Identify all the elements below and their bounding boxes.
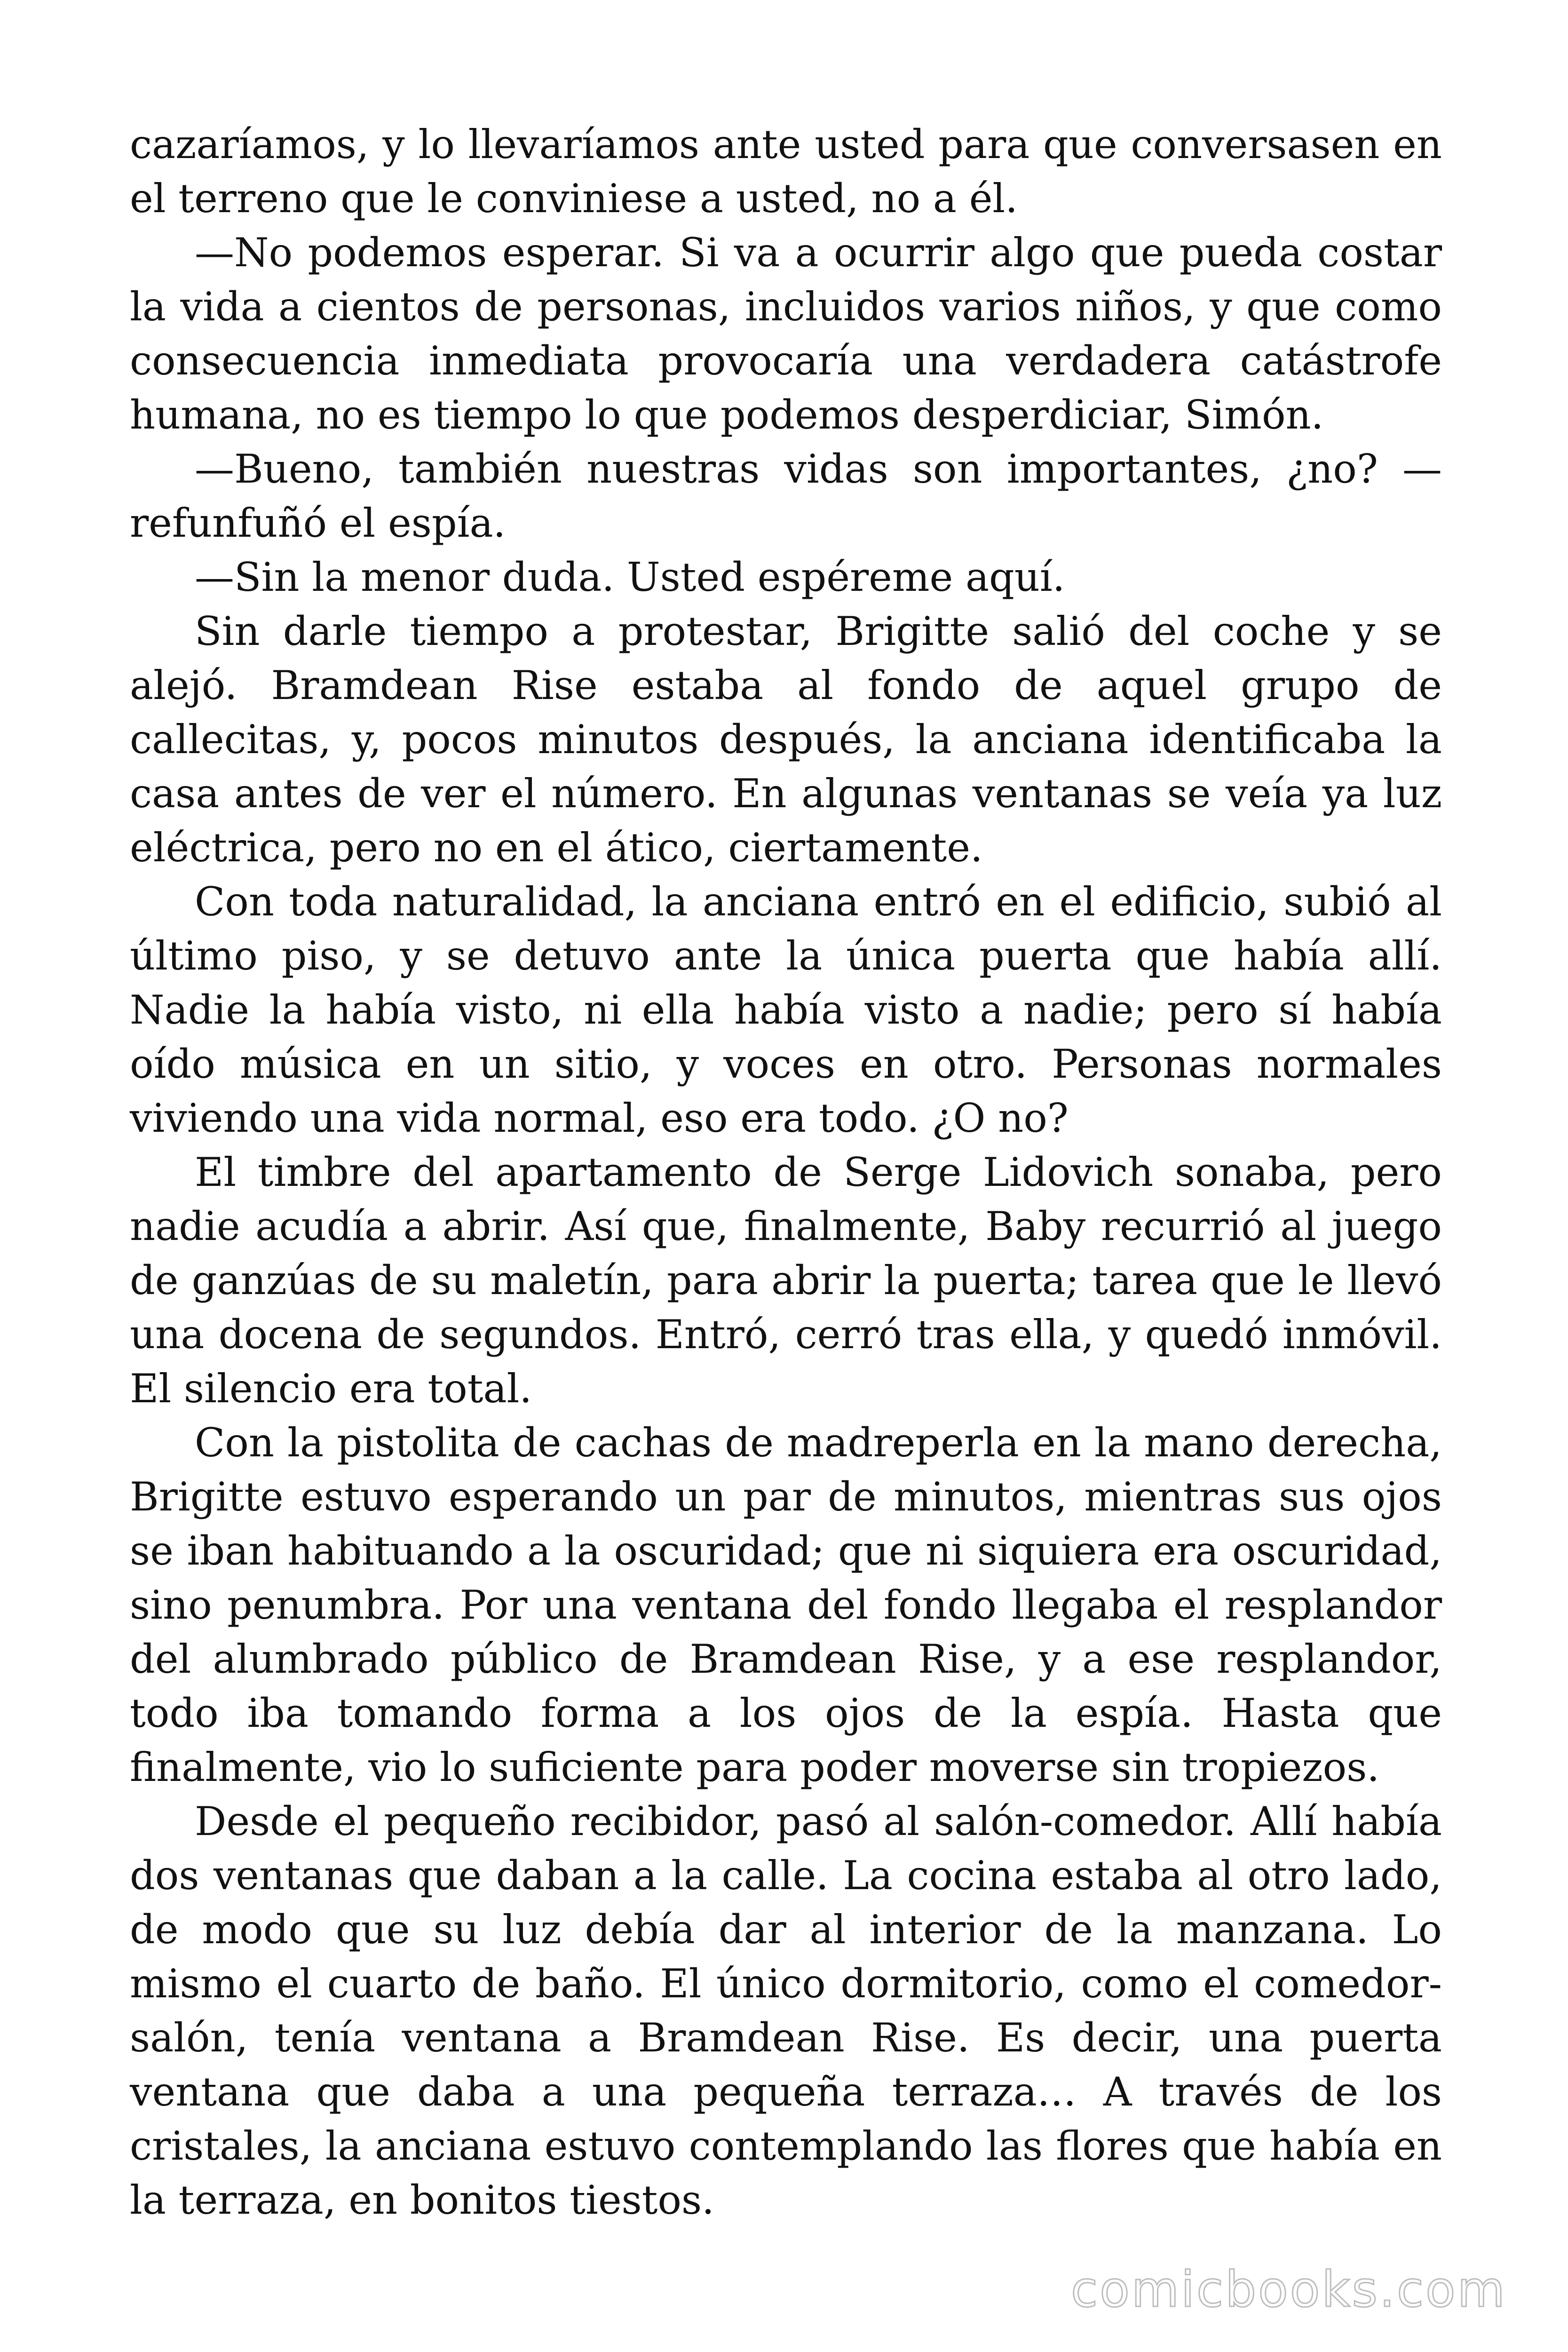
- paragraph: El timbre del apartamento de Serge Lidovich sonaba, pero nadie acudía a abrir. Así que, finalmente, Baby recurrió al juego de ganzúas de su maletín, para abrir la puerta; tarea que le llevó una docena de segundos. Entró, cerró tras ella, y quedó inmóvil. El silencio era total.: [130, 1149, 1442, 1412]
- paragraph: —No podemos esperar. Si va a ocurrir algo que pueda costar la vida a cientos de personas, incluidos varios niños, y que como consecuencia inmediata provocaría una verdadera catástrofe humana, no es tiempo lo que podemos desperdiciar, Simón.: [130, 230, 1442, 438]
- paragraph: Con la pistolita de cachas de madreperla en la mano derecha, Brigitte estuvo esperando un par de minutos, mientras sus ojos se iban habituando a la oscuridad; que ni siquiera era oscuridad, sino penumbra. Por una ventana del fondo llegaba el resplandor del alumbrado público de Bramdean Rise, y a ese resplandor, todo iba tomando forma a los ojos de la espía. Hasta que finalmente, vio lo suficiente para poder moverse sin tropiezos.: [130, 1420, 1442, 1790]
- watermark: comicbooks.com: [1070, 2261, 1507, 2318]
- page-body: [130, 118, 1442, 2227]
- paragraph: cazaríamos, y lo llevaríamos ante usted para que conversasen en el terreno que le conviniese a usted, no a él.: [130, 121, 1442, 222]
- paragraph: Sin darle tiempo a protestar, Brigitte salió del coche y se alejó. Bramdean Rise estaba al fondo de aquel grupo de callecitas, y, pocos minutos después, la anciana identificaba la casa antes de ver el número. En algunas ventanas se veía ya luz eléctrica, pero no en el ático, ciertamente.: [130, 608, 1442, 871]
- paragraph: —Bueno, también nuestras vidas son importantes, ¿no? —refunfuñó el espía.: [130, 446, 1442, 546]
- paragraph: —Sin la menor duda. Usted espéreme aquí.: [195, 554, 1065, 600]
- paragraph: Desde el pequeño recibidor, pasó al salón-comedor. Allí había dos ventanas que daban a la calle. La cocina estaba al otro lado, de modo que su luz debía dar al interior de la manzana. Lo mismo el cuarto de baño. El único dormitorio, como el comedor-salón, tenía ventana a Bramdean Rise. Es decir, una puerta ventana que daba a una pequeña terraza… A través de los cristales, la anciana estuvo contemplando las flores que había en la terraza, en bonitos tiestos.: [130, 1798, 1442, 2223]
- paragraph: Con toda naturalidad, la anciana entró en el edificio, subió al último piso, y se detuvo ante la única puerta que había allí. Nadie la había visto, ni ella había visto a nadie; pero sí había oído música en un sitio, y voces en otro. Personas normales viviendo una vida normal, eso era todo. ¿O no?: [130, 879, 1442, 1141]
